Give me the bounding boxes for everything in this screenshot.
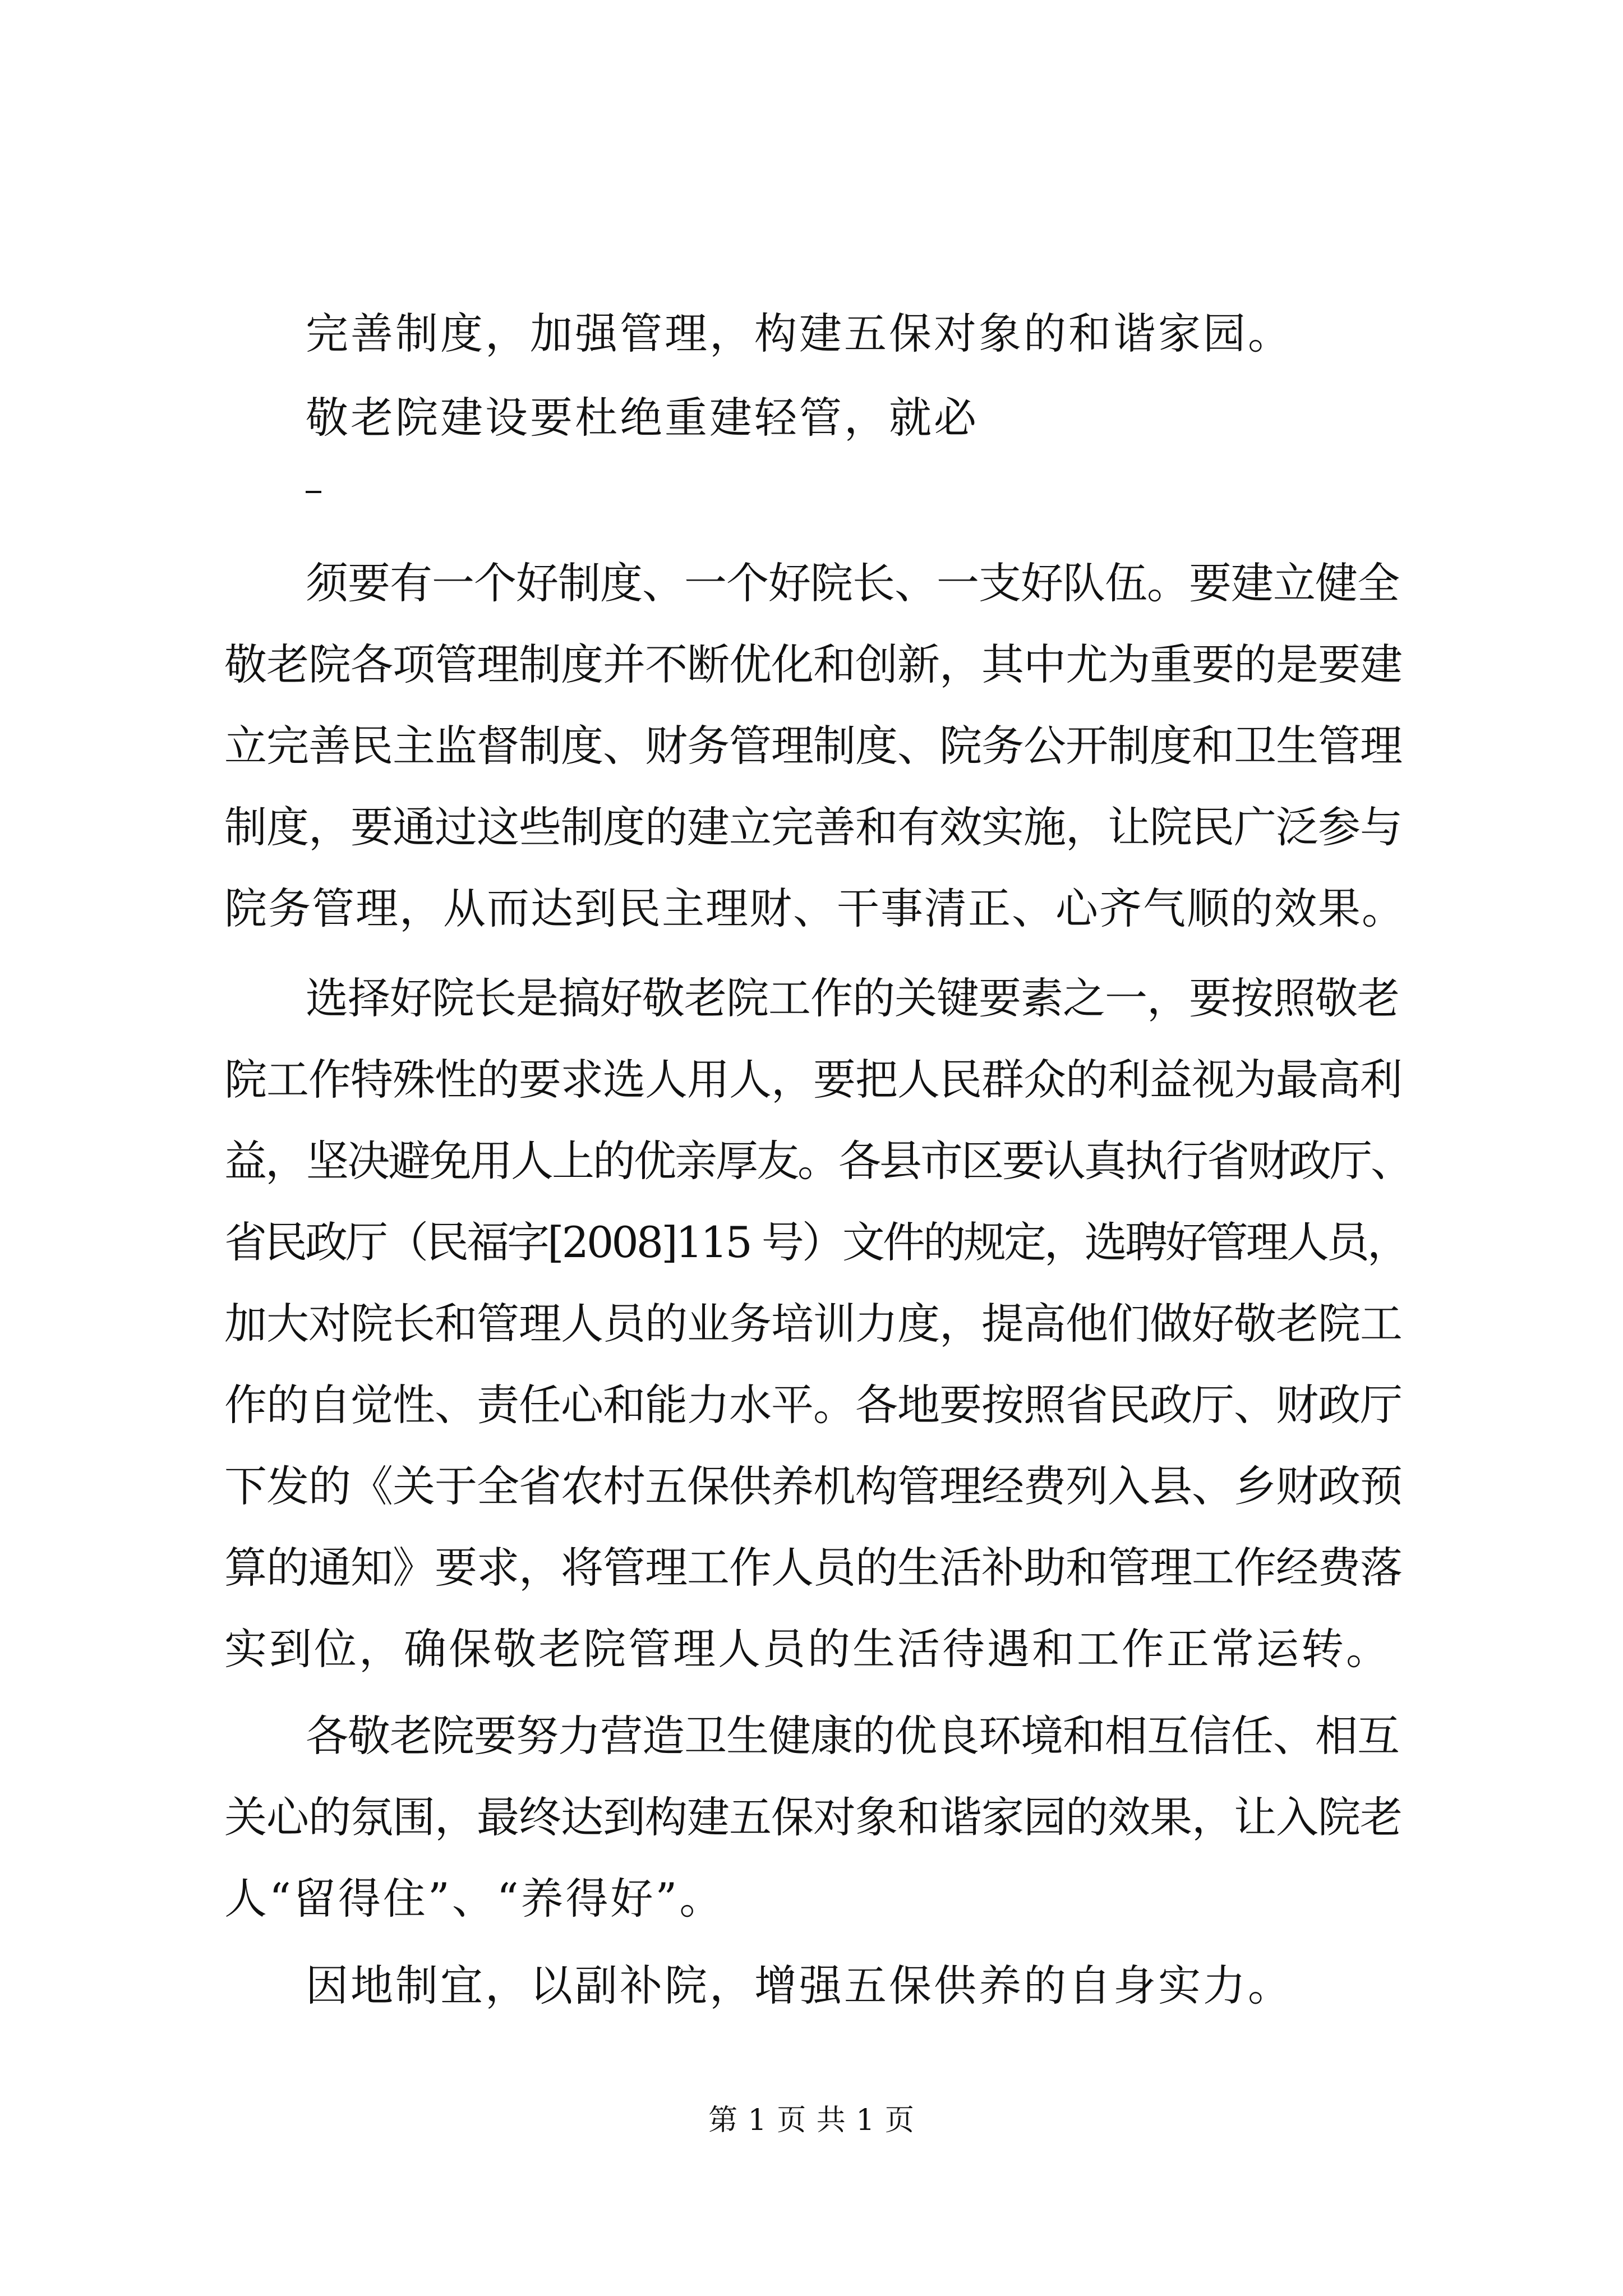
paragraph-line: 院务管理，从而达到民主理财、干事清正、心齐气顺的效果。 [224,884,1405,933]
paragraph-line: 下发的《关于全省农村五保供养机构管理经费列入县、乡财政预 [224,1461,1402,1511]
paragraph-line: 院工作特殊性的要求选人用人，要把人民群众的利益视为最高利 [224,1055,1402,1105]
paragraph-line: 加大对院长和管理人员的业务培训力度，提高他们做好敬老院工 [224,1299,1402,1349]
paragraph-line: 因地制宜，以副补院，增强五保供养的自身实力。 [306,1961,1293,2010]
paragraph-line: 实到位，确保敬老院管理人员的生活待遇和工作正常运转。 [224,1624,1391,1674]
separator-dash [306,491,321,493]
paragraph-line: 省民政厅（民福字[2008]115 号）文件的规定，选聘好管理人员， [224,1217,1408,1267]
paragraph-line: 须要有一个好制度、一个好院长、一支好队伍。要建立健全 [306,558,1399,608]
paragraph-line: 各敬老院要努力营造卫生健康的优良环境和相互信任、相互 [306,1711,1399,1761]
paragraph-line: 益，坚决避免用人上的优亲厚友。各县市区要认真执行省财政厅、 [224,1136,1412,1186]
paragraph-line: 关心的氛围，最终达到构建五保对象和谐家园的效果，让入院老 [224,1792,1402,1842]
page-footer: 第 1 页 共 1 页 [708,2104,915,2137]
paragraph-line: 作的自觉性、责任心和能力水平。各地要按照省民政厅、财政厅 [224,1380,1402,1430]
paragraph-line: 制度，要通过这些制度的建立完善和有效实施，让院民广泛参与 [224,802,1402,852]
paragraph-line: 立完善民主监督制度、财务管理制度、院务公开制度和卫生管理 [224,721,1402,771]
paragraph-line: 完善制度，加强管理，构建五保对象的和谐家园。 [306,309,1293,358]
paragraph-line: 人“留得住”、“养得好”。 [224,1874,725,1924]
paragraph-line: 算的通知》要求，将管理工作人员的生活补助和管理工作经费落 [224,1543,1402,1593]
paragraph-line: 选择好院长是搞好敬老院工作的关键要素之一，要按照敬老 [306,973,1399,1023]
paragraph-line: 敬老院建设要杜绝重建轻管，就必 [306,393,979,443]
paragraph-line: 敬老院各项管理制度并不断优化和创新，其中尤为重要的是要建 [224,639,1402,689]
